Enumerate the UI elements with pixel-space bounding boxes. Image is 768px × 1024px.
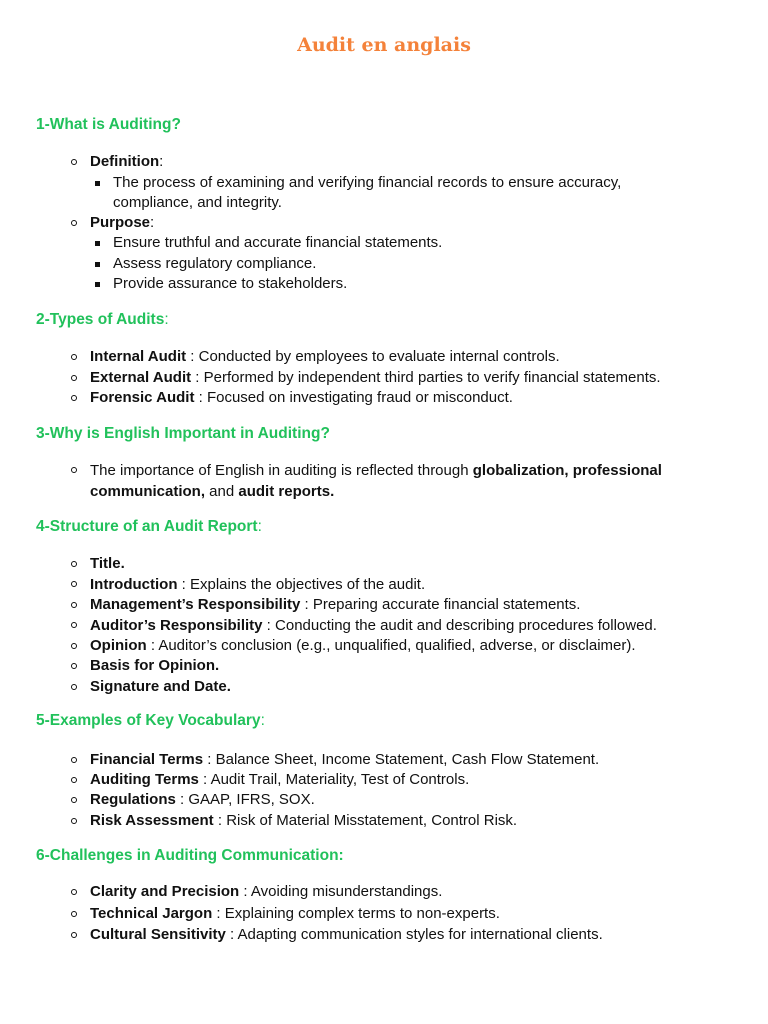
report-structure-item: Basis for Opinion.: [90, 657, 220, 674]
circle-bullet-icon: [71, 467, 77, 473]
purpose-item-2: Assess regulatory compliance.: [113, 255, 317, 272]
square-bullet-icon: [95, 262, 100, 267]
vocabulary-item: Risk Assessment : Risk of Material Misstatement, Control Risk.: [90, 812, 518, 829]
square-bullet-icon: [95, 282, 100, 287]
circle-bullet-icon: [71, 684, 77, 690]
vocabulary-item: Financial Terms : Balance Sheet, Income Statement, Cash Flow Statement.: [90, 751, 600, 768]
circle-bullet-icon: [71, 561, 77, 567]
circle-bullet-icon: [71, 889, 77, 895]
document-title: Audit en anglais: [297, 34, 471, 56]
challenge-item: Technical Jargon : Explaining complex terms to non-experts.: [90, 905, 500, 922]
purpose-item-3: Provide assurance to stakeholders.: [113, 275, 348, 292]
report-structure-item: Title.: [90, 555, 125, 572]
audit-type-item: External Audit : Performed by independent third parties to verify financial statements.: [90, 369, 661, 386]
circle-bullet-icon: [71, 159, 77, 165]
audit-type-item: Internal Audit : Conducted by employees to evaluate internal controls.: [90, 348, 560, 365]
vocabulary-item: Auditing Terms : Audit Trail, Materiality, Test of Controls.: [90, 771, 470, 788]
section-2-heading: 2-Types of Audits:: [36, 311, 169, 328]
challenge-item: Cultural Sensitivity : Adapting communication styles for international clients.: [90, 926, 603, 943]
vocabulary-item: Regulations : GAAP, IFRS, SOX.: [90, 791, 315, 808]
section-5-heading: 5-Examples of Key Vocabulary:: [36, 712, 265, 729]
section-1-heading: 1-What is Auditing?: [36, 116, 181, 133]
circle-bullet-icon: [71, 932, 77, 938]
english-importance-line-2: communication, and audit reports.: [90, 483, 335, 500]
report-structure-item: Opinion : Auditor’s conclusion (e.g., unqualified, qualified, adverse, or disclaimer).: [90, 637, 636, 654]
report-structure-item: Management’s Responsibility : Preparing accurate financial statements.: [90, 596, 581, 613]
report-structure-item: Signature and Date.: [90, 678, 231, 695]
circle-bullet-icon: [71, 663, 77, 669]
circle-bullet-icon: [71, 777, 77, 783]
circle-bullet-icon: [71, 797, 77, 803]
circle-bullet-icon: [71, 354, 77, 360]
circle-bullet-icon: [71, 757, 77, 763]
circle-bullet-icon: [71, 581, 77, 587]
circle-bullet-icon: [71, 602, 77, 608]
report-structure-item: Introduction : Explains the objectives of the audit.: [90, 576, 426, 593]
section-4-heading: 4-Structure of an Audit Report:: [36, 518, 262, 535]
square-bullet-icon: [95, 241, 100, 246]
english-importance-line-1: The importance of English in auditing is reflected through globalization, professional: [90, 462, 662, 479]
section-3-heading: 3-Why is English Important in Auditing?: [36, 425, 330, 442]
audit-type-item: Forensic Audit : Focused on investigating fraud or misconduct.: [90, 389, 513, 406]
circle-bullet-icon: [71, 818, 77, 824]
circle-bullet-icon: [71, 643, 77, 649]
square-bullet-icon: [95, 181, 100, 186]
circle-bullet-icon: [71, 220, 77, 226]
report-structure-item: Auditor’s Responsibility : Conducting the audit and describing procedures followed.: [90, 617, 657, 634]
circle-bullet-icon: [71, 622, 77, 628]
purpose-item: Purpose:: [90, 214, 155, 231]
circle-bullet-icon: [71, 375, 77, 381]
definition-text-line-1: The process of examining and verifying financial records to ensure accuracy,: [113, 174, 622, 191]
definition-text-line-2: compliance, and integrity.: [113, 194, 282, 211]
circle-bullet-icon: [71, 395, 77, 401]
section-6-heading: 6-Challenges in Auditing Communication:: [36, 847, 344, 864]
circle-bullet-icon: [71, 911, 77, 917]
definition-item: Definition:: [90, 153, 164, 170]
purpose-item-1: Ensure truthful and accurate financial statements.: [113, 234, 443, 251]
challenge-item: Clarity and Precision : Avoiding misunderstandings.: [90, 883, 443, 900]
